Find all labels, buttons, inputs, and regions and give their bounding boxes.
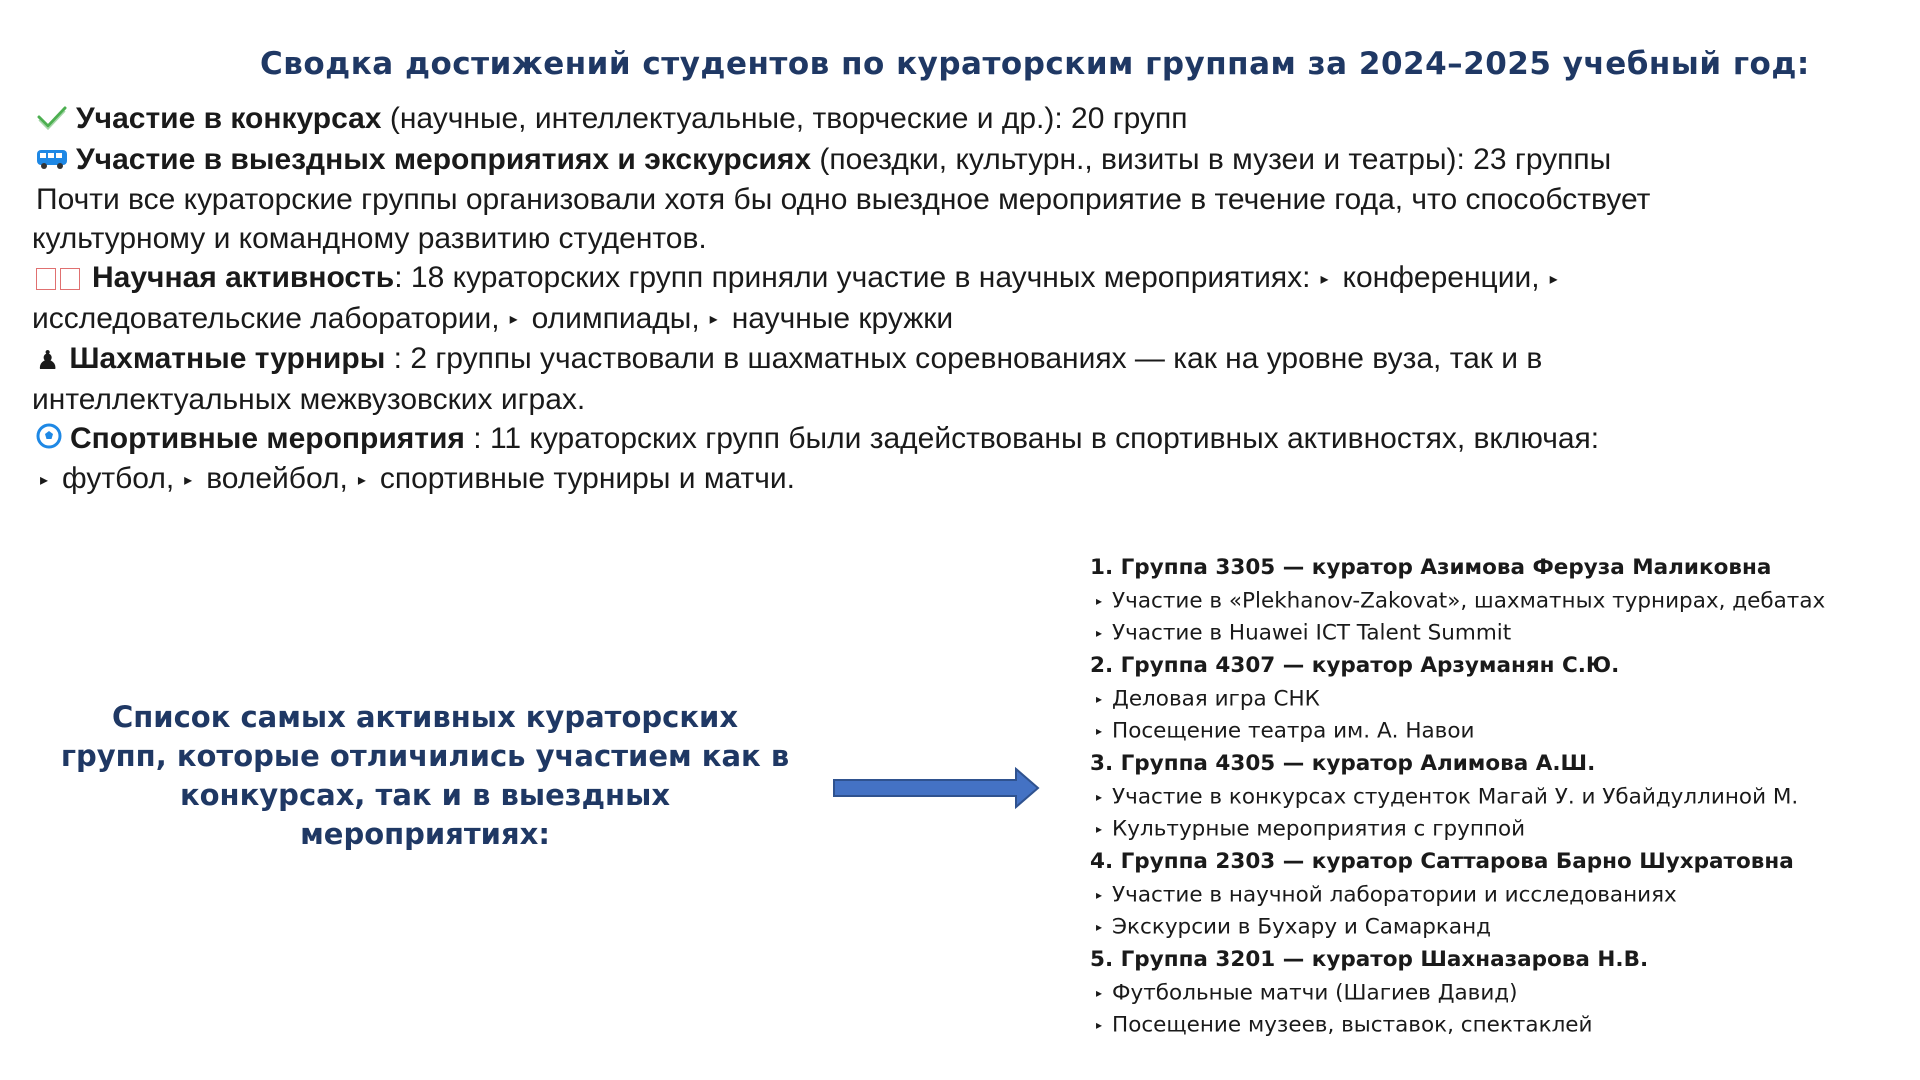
science-item: исследовательские лаборатории,	[32, 301, 500, 335]
bullet-icon: ▸	[1096, 1018, 1103, 1033]
trips-note: Почти все кураторские группы организовали хотя бы одно выездное мероприятие в течение года, что способствует	[36, 183, 1651, 217]
science-item: научные кружки	[731, 301, 954, 335]
bullet-icon: ▸	[1096, 789, 1103, 804]
trips-note-cont: культурному и командному развитию студентов.	[32, 222, 707, 256]
sport-label: Спортивные мероприятия	[70, 421, 465, 455]
contests-text: (научные, интеллектуальные, творческие и др.): 20 групп	[381, 102, 1188, 135]
science-line	[36, 258, 1836, 299]
group-item-text: Экскурсии в Бухару и Самарканд	[1112, 914, 1492, 940]
chess-label: Шахматные турниры	[69, 342, 386, 376]
group-item-text: Посещение музеев, выставок, спектаклей	[1112, 1012, 1593, 1038]
group-item-text: Участие в научной лаборатории и исследованиях	[1112, 881, 1677, 907]
chess-line	[36, 339, 1836, 380]
sport-item: футбол,	[62, 462, 175, 496]
group-heading: 4. Группа 2303 — куратор Саттарова Барно Шухратовна	[1090, 849, 1794, 874]
group-item	[1090, 879, 1890, 912]
bullet-icon: ▸	[1096, 626, 1103, 641]
bullet-icon: ▸	[1549, 270, 1558, 288]
chess-text-cont: интеллектуальных межвузовских играх.	[32, 382, 586, 416]
trips-label: Участие в выездных мероприятиях и экскурсиях	[76, 142, 812, 176]
bullet-icon: ▸	[1096, 887, 1103, 902]
chess-text: : 2 группы участвовали в шахматных соревнованиях — как на уровне вуза, так и в	[385, 342, 1543, 376]
contests-label: Участие в конкурсах	[76, 102, 382, 135]
science-item: олимпиады,	[531, 301, 700, 335]
science-item: конференции,	[1342, 261, 1540, 295]
sport-text: : 11 кураторских групп были задействованы в спортивных активностях, включая:	[464, 421, 1600, 455]
group-item-text: Посещение театра им. А. Навои	[1112, 718, 1475, 744]
group-item	[1090, 977, 1890, 1010]
bullet-icon: ▸	[1096, 920, 1103, 935]
group-item	[1090, 911, 1890, 944]
group-heading: 5. Группа 3201 — куратор Шахназарова Н.В.	[1090, 947, 1649, 972]
group-item-text: Участие в «Plekhanov-Zakovat», шахматных турнирах, дебатах	[1112, 587, 1826, 613]
trips-text: (поездки, культурн., визиты в музеи и театры): 23 группы	[811, 142, 1612, 176]
active-groups-callout: Список самых активных кураторских групп, которые отличились участием как в конкурсах, так и в выездных мероприятиях:	[60, 700, 790, 851]
right-arrow-icon	[832, 766, 1042, 815]
group-item	[1090, 617, 1890, 650]
group-item-text: Культурные мероприятия с группой	[1112, 816, 1526, 842]
group-item	[1090, 1009, 1890, 1042]
group-item	[1090, 683, 1890, 716]
bullet-icon: ▸	[1096, 724, 1103, 739]
groups-list	[1090, 552, 1890, 1042]
missing-glyph-icon	[36, 268, 56, 290]
summary-block	[32, 99, 1836, 500]
page-title: Сводка достижений студентов по кураторским группам за 2024–2025 учебный год:	[260, 46, 1810, 82]
sport-line	[36, 419, 1836, 460]
group-item-text: Участие в конкурсах студенток Магай У. и Убайдуллиной М.	[1112, 783, 1799, 809]
science-text: : 18 кураторских групп приняли участие в научных мероприятиях:	[394, 261, 1311, 295]
group-item	[1090, 585, 1890, 618]
group-item-text: Футбольные матчи (Шагиев Давид)	[1112, 979, 1518, 1005]
contests-line	[36, 99, 1836, 140]
bullet-icon: ▸	[1096, 822, 1103, 837]
bullet-icon: ▸	[1096, 593, 1103, 608]
sport-item: волейбол,	[206, 462, 348, 496]
bullet-icon: ▸	[1320, 270, 1329, 288]
bullet-icon: ▸	[184, 472, 193, 490]
bus-icon	[36, 141, 68, 180]
group-heading: 2. Группа 4307 — куратор Арзуманян С.Ю.	[1090, 653, 1620, 678]
chess-pawn-icon: ♟	[36, 344, 60, 375]
sport-item: спортивные турниры и матчи.	[379, 462, 795, 496]
science-items-line	[32, 299, 1836, 340]
sport-items-line	[36, 459, 1836, 500]
missing-glyph-icon	[60, 268, 80, 290]
science-label: Научная активность	[92, 261, 395, 295]
group-heading: 3. Группа 4305 — куратор Алимова А.Ш.	[1090, 751, 1596, 776]
group-heading: 1. Группа 3305 — куратор Азимова Феруза Маликовна	[1090, 555, 1772, 580]
bullet-icon: ▸	[1096, 985, 1103, 1000]
bullet-icon: ▸	[1096, 691, 1103, 706]
group-item	[1090, 781, 1890, 814]
bullet-icon: ▸	[709, 311, 718, 329]
group-item-text: Участие в Huawei ICT Talent Summit	[1112, 620, 1512, 646]
group-item	[1090, 813, 1890, 846]
bullet-icon: ▸	[40, 472, 49, 490]
bullet-icon: ▸	[357, 472, 366, 490]
bullet-icon: ▸	[509, 311, 518, 329]
soccer-ball-icon	[36, 420, 62, 459]
group-item	[1090, 715, 1890, 748]
group-item-text: Деловая игра СНК	[1112, 685, 1320, 711]
trips-line	[36, 140, 1836, 181]
checkmark-icon	[36, 101, 68, 140]
